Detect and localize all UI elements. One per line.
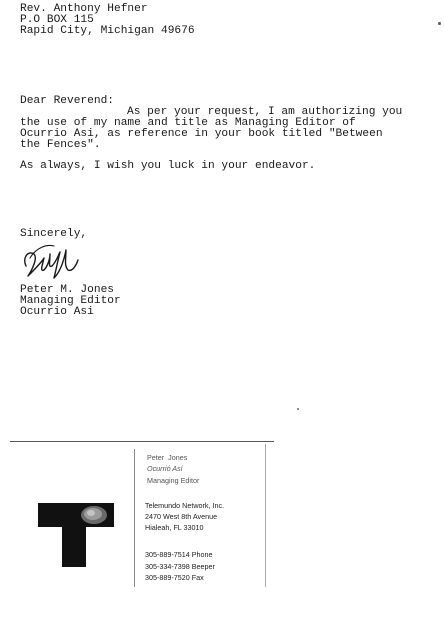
card-person-name: Peter Jones xyxy=(147,453,188,462)
body-line-3: Ocurrio Asi, as reference in your book titled "Between xyxy=(20,128,383,140)
signer-title: Managing Editor xyxy=(20,295,121,307)
card-show-name: Ocurrió Así xyxy=(147,464,183,473)
business-card-inner-edge xyxy=(134,449,135,587)
card-street: 2470 West 8th Avenue xyxy=(145,512,218,521)
recipient-city: Rapid City, Michigan 49676 xyxy=(20,25,195,37)
signer-name: Peter M. Jones xyxy=(20,284,114,296)
recipient-name: Rev. Anthony Hefner xyxy=(20,3,148,15)
telemundo-t-logo-icon xyxy=(38,503,114,567)
card-fax: 305-889-7520 Fax xyxy=(145,573,204,582)
body-line-2: the use of my name and title as Managing Editor of xyxy=(20,117,356,129)
card-beeper: 305-334-7398 Beeper xyxy=(145,562,215,571)
body-line-1: As per your request, I am authorizing you xyxy=(127,106,403,118)
card-city: Hialeah, FL 33010 xyxy=(145,523,204,532)
body-line-4: the Fences". xyxy=(20,139,101,151)
body-paragraph-2: As always, I wish you luck in your endeavor. xyxy=(20,160,316,172)
salutation: Dear Reverend: xyxy=(20,95,114,107)
business-card-top-edge xyxy=(10,441,274,442)
paper-speck xyxy=(297,408,299,410)
card-phone: 305-889-7514 Phone xyxy=(145,550,213,559)
paper-speck xyxy=(438,22,441,25)
card-title: Managing Editor xyxy=(147,476,200,485)
signature-mark xyxy=(20,236,80,282)
closing-sincerely: Sincerely, xyxy=(20,228,88,240)
recipient-box: P.O BOX 115 xyxy=(20,14,94,26)
business-card-right-edge xyxy=(265,444,266,587)
signer-organization: Ocurrio Asi xyxy=(20,306,94,318)
card-company: Telemundo Network, Inc. xyxy=(145,501,225,510)
